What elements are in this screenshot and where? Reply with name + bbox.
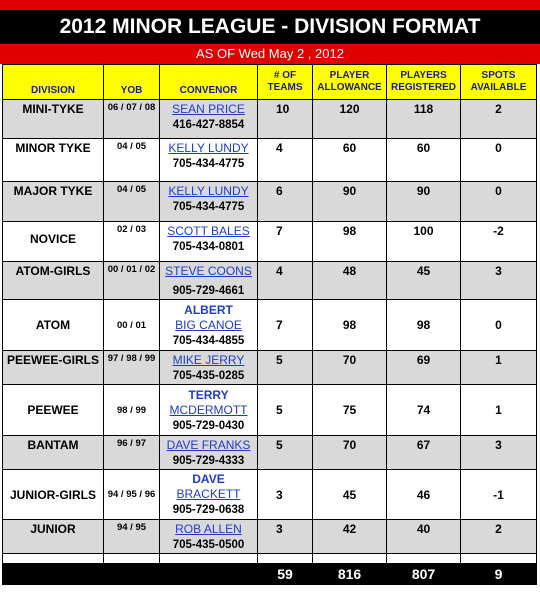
table-row xyxy=(3,436,537,470)
convenor-link[interactable]: MIKE JERRY xyxy=(172,353,245,367)
table-row xyxy=(3,100,537,139)
convenor-link[interactable]: BRACKETT xyxy=(176,487,241,501)
registered-cell: 60 xyxy=(387,139,461,182)
convenor-cell xyxy=(160,520,258,554)
allowance-cell: 70 xyxy=(313,436,387,470)
allowance-cell: 48 xyxy=(313,262,387,300)
table-row xyxy=(3,182,537,222)
yob-cell: 94 / 95 xyxy=(104,520,160,554)
allowance-cell: 70 xyxy=(313,351,387,385)
spots-cell: 3 xyxy=(461,436,537,470)
total-registered: 807 xyxy=(387,564,461,585)
convenor-name-line1: ALBERT xyxy=(184,302,233,317)
registered-cell: 40 xyxy=(387,520,461,554)
spacer-cell xyxy=(461,554,537,564)
totals-blank xyxy=(160,564,258,585)
convenor-link[interactable]: KELLY LUNDY xyxy=(168,141,249,155)
allowance-cell: 98 xyxy=(313,300,387,351)
division-cell: PEEWEE xyxy=(3,385,104,436)
convenor-phone: 705-435-0285 xyxy=(172,370,245,382)
registered-cell: 90 xyxy=(387,182,461,222)
teams-cell: 7 xyxy=(258,300,313,351)
page-title: 2012 MINOR LEAGUE - DIVISION FORMAT xyxy=(0,10,540,44)
spots-cell: 0 xyxy=(461,300,537,351)
convenor-phone: 705-435-0500 xyxy=(172,539,245,551)
yob-cell: 98 / 99 xyxy=(104,385,160,436)
convenor-phone: 905-729-4661 xyxy=(172,285,245,297)
header-convenor: CONVENOR xyxy=(160,65,258,100)
registered-cell: 100 xyxy=(387,222,461,262)
convenor-cell xyxy=(160,351,258,385)
convenor-cell xyxy=(160,470,258,520)
convenor-link[interactable]: STEVE COONS xyxy=(165,264,252,278)
header-registered: PLAYERS REGISTERED xyxy=(387,65,461,100)
teams-cell: 6 xyxy=(258,182,313,222)
convenor-phone: 705-434-4775 xyxy=(172,201,245,213)
spacer-cell xyxy=(258,554,313,564)
yob-cell: 96 / 97 xyxy=(104,436,160,470)
division-cell: JUNIOR-GIRLS xyxy=(3,470,104,520)
allowance-cell: 60 xyxy=(313,139,387,182)
registered-cell: 67 xyxy=(387,436,461,470)
convenor-cell xyxy=(160,300,258,351)
teams-cell: 10 xyxy=(258,100,313,139)
convenor-phone: 705-434-4775 xyxy=(172,158,245,170)
convenor-link[interactable]: SCOTT BALES xyxy=(167,224,250,238)
registered-cell: 118 xyxy=(387,100,461,139)
totals-blank xyxy=(3,564,104,585)
spots-cell: -2 xyxy=(461,222,537,262)
header-row xyxy=(3,65,537,100)
table-row xyxy=(3,222,537,262)
division-cell: MAJOR TYKE xyxy=(3,182,104,222)
division-cell: ATOM xyxy=(3,300,104,351)
yob-cell: 00 / 01 xyxy=(104,300,160,351)
registered-cell: 45 xyxy=(387,262,461,300)
allowance-cell: 42 xyxy=(313,520,387,554)
convenor-link[interactable]: DAVE FRANKS xyxy=(166,438,251,452)
convenor-cell xyxy=(160,436,258,470)
registered-cell: 98 xyxy=(387,300,461,351)
spacer-row xyxy=(3,554,537,564)
totals-row xyxy=(3,564,537,585)
allowance-cell: 45 xyxy=(313,470,387,520)
table-row xyxy=(3,300,537,351)
yob-cell: 06 / 07 / 08 xyxy=(104,100,160,139)
teams-cell: 7 xyxy=(258,222,313,262)
convenor-name-line1: DAVE xyxy=(192,472,225,486)
teams-cell: 3 xyxy=(258,520,313,554)
header-yob: YOB xyxy=(104,65,160,100)
division-cell: JUNIOR xyxy=(3,520,104,554)
teams-cell: 4 xyxy=(258,262,313,300)
convenor-link[interactable]: KELLY LUNDY xyxy=(168,184,249,198)
spacer-cell xyxy=(160,554,258,564)
top-red-stripe xyxy=(0,0,540,10)
division-cell: ATOM-GIRLS xyxy=(3,262,104,300)
allowance-cell: 90 xyxy=(313,182,387,222)
division-cell: MINOR TYKE xyxy=(3,139,104,182)
total-teams: 59 xyxy=(258,564,313,585)
yob-cell: 97 / 98 / 99 xyxy=(104,351,160,385)
spots-cell: 1 xyxy=(461,385,537,436)
convenor-cell xyxy=(160,139,258,182)
allowance-cell: 120 xyxy=(313,100,387,139)
table-row xyxy=(3,351,537,385)
division-cell: MINI-TYKE xyxy=(3,100,104,139)
table-row xyxy=(3,262,537,300)
spots-cell: 2 xyxy=(461,100,537,139)
spots-cell: 0 xyxy=(461,182,537,222)
header-teams: # OF TEAMS xyxy=(258,65,313,100)
convenor-phone: 905-729-0430 xyxy=(172,419,245,432)
convenor-phone: 705-434-0801 xyxy=(172,241,245,253)
division-cell: PEEWEE-GIRLS xyxy=(3,351,104,385)
division-cell: NOVICE xyxy=(3,222,104,262)
convenor-link[interactable]: ROB ALLEN xyxy=(175,522,242,536)
teams-cell: 3 xyxy=(258,470,313,520)
convenor-phone: 905-729-4333 xyxy=(172,455,245,467)
as-of-date: AS OF Wed May 2 , 2012 xyxy=(0,44,540,64)
registered-cell: 46 xyxy=(387,470,461,520)
header-spots: SPOTS AVAILABLE xyxy=(461,65,537,100)
spots-cell: 1 xyxy=(461,351,537,385)
table-row xyxy=(3,139,537,182)
allowance-cell: 75 xyxy=(313,385,387,436)
total-spots: 9 xyxy=(461,564,537,585)
totals-blank xyxy=(104,564,160,585)
convenor-phone: 905-729-0638 xyxy=(172,504,245,516)
spacer-cell xyxy=(387,554,461,564)
allowance-cell: 98 xyxy=(313,222,387,262)
table-row xyxy=(3,385,537,436)
header-division: DIVISION xyxy=(3,65,104,100)
teams-cell: 5 xyxy=(258,436,313,470)
convenor-cell xyxy=(160,262,258,300)
convenor-cell xyxy=(160,222,258,262)
header-allowance: PLAYER ALLOWANCE xyxy=(313,65,387,100)
convenor-link[interactable]: BIG CANOE xyxy=(175,317,242,332)
division-cell: BANTAM xyxy=(3,436,104,470)
yob-cell: 04 / 05 xyxy=(104,182,160,222)
teams-cell: 4 xyxy=(258,139,313,182)
teams-cell: 5 xyxy=(258,385,313,436)
convenor-name-line1: TERRY xyxy=(188,387,229,402)
convenor-phone: 416-427-8854 xyxy=(172,119,245,131)
convenor-cell xyxy=(160,182,258,222)
registered-cell: 74 xyxy=(387,385,461,436)
total-allowance: 816 xyxy=(313,564,387,585)
table-row xyxy=(3,520,537,554)
yob-cell: 02 / 03 xyxy=(104,222,160,262)
convenor-phone: 705-434-4855 xyxy=(172,334,245,347)
registered-cell: 69 xyxy=(387,351,461,385)
spots-cell: 3 xyxy=(461,262,537,300)
yob-cell: 04 / 05 xyxy=(104,139,160,182)
spacer-cell xyxy=(3,554,104,564)
yob-cell: 94 / 95 / 96 xyxy=(104,470,160,520)
spots-cell: -1 xyxy=(461,470,537,520)
division-table xyxy=(2,64,537,585)
convenor-cell xyxy=(160,100,258,139)
convenor-link[interactable]: MCDERMOTT xyxy=(169,402,248,417)
teams-cell: 5 xyxy=(258,351,313,385)
table-row xyxy=(3,470,537,520)
convenor-link[interactable]: SEAN PRICE xyxy=(172,102,245,116)
spacer-cell xyxy=(104,554,160,564)
yob-cell: 00 / 01 / 02 xyxy=(104,262,160,300)
convenor-cell xyxy=(160,385,258,436)
spots-cell: 2 xyxy=(461,520,537,554)
spots-cell: 0 xyxy=(461,139,537,182)
spacer-cell xyxy=(313,554,387,564)
